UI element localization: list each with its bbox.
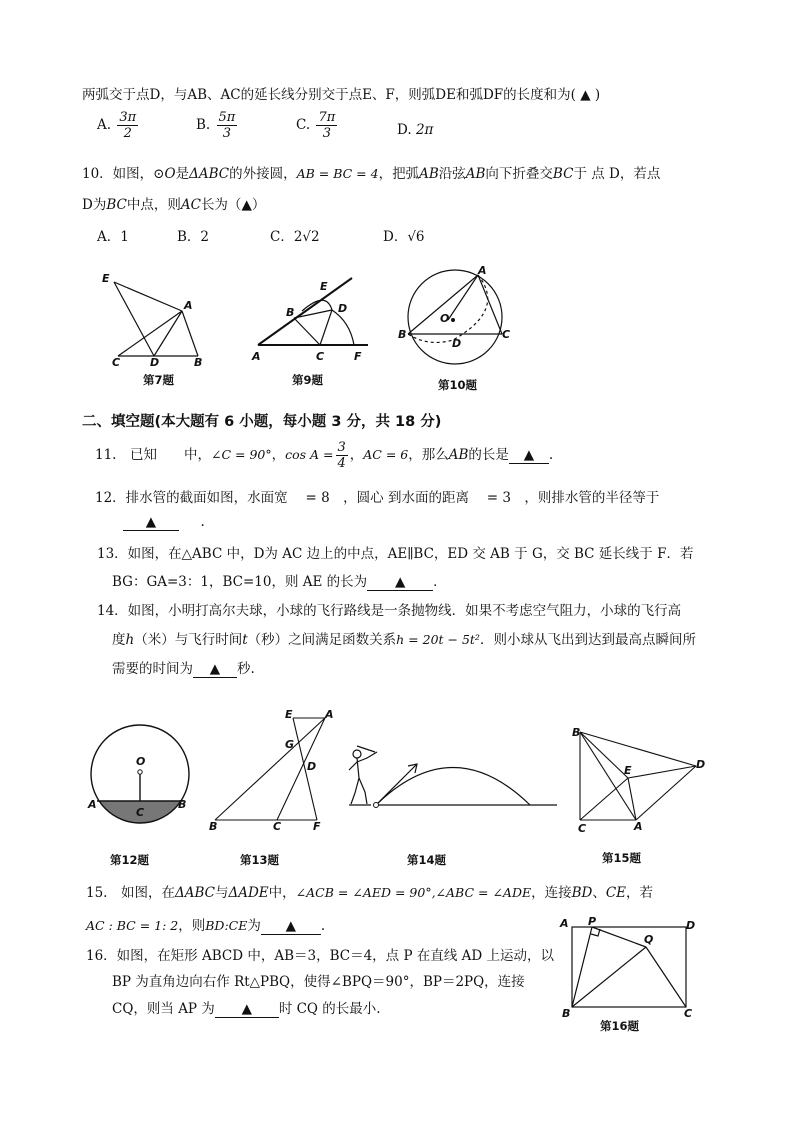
label-d: D bbox=[150, 356, 160, 369]
caption-13: 第13题 bbox=[240, 853, 280, 867]
answer-marker: ▲ bbox=[215, 1001, 279, 1018]
answer-marker: ▲ bbox=[509, 447, 549, 464]
label-e: E bbox=[624, 764, 632, 777]
q14-line2: 度h（米）与飞行时间t（秒）之间满足函数关系h = 20t − 5t²．则小球从飞出到达到最高点瞬间所 bbox=[112, 632, 696, 648]
label-c: C bbox=[112, 356, 121, 369]
caption-9: 第9题 bbox=[292, 373, 324, 387]
figure-16 bbox=[560, 917, 700, 1022]
label-g: G bbox=[285, 738, 295, 751]
label-a: A bbox=[252, 350, 261, 363]
label-b: B bbox=[398, 328, 407, 341]
q13-line2: BG：GA=3：1，BC=10，则 AE 的长为 ▲ ． bbox=[112, 574, 447, 590]
label-d: D bbox=[452, 337, 462, 350]
label-b: B bbox=[562, 1007, 571, 1020]
label-b: B bbox=[194, 356, 203, 369]
caption-15: 第15题 bbox=[602, 851, 642, 865]
label-c: C bbox=[273, 820, 282, 833]
q10-option-d: D．√6 bbox=[383, 229, 425, 245]
answer-marker: ▲ bbox=[367, 574, 433, 591]
label-a: A bbox=[88, 798, 97, 811]
figure-7 bbox=[100, 270, 220, 370]
q16-line3: CQ，则当 AP 为 ▲ 时 CQ 的长最小. bbox=[112, 1001, 381, 1017]
label-b: B bbox=[286, 306, 295, 319]
q10-line2: D为BC中点，则AC长为（▲） bbox=[82, 197, 266, 213]
label-q: Q bbox=[644, 933, 654, 946]
q11-line: 11. 已知 中，∠C = 90°，cos A = $\frac{3}{4}$ ，AC = 6，那么AB的长是 ▲ . bbox=[95, 440, 554, 471]
q9-option-c: C. $\frac{7\pi}{3}$ bbox=[296, 110, 336, 141]
q9-option-a: A. $\frac{3\pi}{2}$ bbox=[97, 110, 137, 141]
figure-14 bbox=[345, 728, 560, 818]
answer-marker: ▲ bbox=[241, 197, 252, 213]
q12-line1: 12．排水管的截面如图，水面宽 = 8 ，圆心 到水面的距离 = 3 ，则排水管的半径等于 bbox=[95, 490, 660, 506]
answer-marker: ▲ bbox=[261, 918, 321, 935]
label-a: A bbox=[325, 708, 334, 721]
label-d: D bbox=[338, 302, 348, 315]
label-o: O bbox=[440, 312, 450, 325]
q14-line1: 14．如图，小明打高尔夫球，小球的飞行路线是一条抛物线．如果不考虑空气阻力，小球的飞行高 bbox=[97, 603, 682, 619]
q16-line1: 16．如图，在矩形 ABCD 中，AB＝3，BC＝4，点 P 在直线 AD 上运动，以 bbox=[86, 948, 555, 964]
figure-15 bbox=[568, 722, 708, 837]
label-a: A bbox=[478, 264, 487, 277]
label-a: A bbox=[560, 917, 569, 930]
caption-14: 第14题 bbox=[407, 853, 447, 867]
q15-line1: 15. 如图，在ΔABC与ΔADE中，∠ACB = ∠AED = 90°,∠ABC = ∠ADE，连接BD、CE，若 bbox=[86, 885, 654, 901]
caption-12: 第12题 bbox=[110, 853, 150, 867]
section-2-heading: 二、填空题(本大题有 6 小题，每小题 3 分，共 18 分) bbox=[82, 414, 442, 430]
label-b: B bbox=[572, 726, 581, 739]
label-e: E bbox=[285, 708, 293, 721]
answer-marker: ▲ bbox=[123, 514, 179, 531]
answer-marker: ▲ bbox=[580, 87, 591, 103]
q9-option-b: B. $\frac{5\pi}{3}$ bbox=[196, 110, 236, 141]
answer-marker: ▲ bbox=[193, 661, 237, 678]
q10-line1: 10．如图，⊙O是ΔABC的外接圆，AB = BC = 4，把弧AB沿弦AB向下折叠交BC于 点 D，若点 bbox=[82, 166, 661, 182]
label-e: E bbox=[320, 280, 328, 293]
label-d: D bbox=[696, 758, 706, 771]
label-a: A bbox=[184, 299, 193, 312]
figure-10 bbox=[398, 262, 520, 374]
q10-option-a: A．1 bbox=[97, 229, 129, 245]
label-c: C bbox=[578, 822, 587, 835]
caption-16: 第16题 bbox=[600, 1019, 640, 1033]
q9-option-d: D. 2π bbox=[397, 122, 434, 138]
figure-13 bbox=[205, 708, 345, 833]
caption-10: 第10题 bbox=[438, 378, 478, 392]
label-o: O bbox=[136, 755, 146, 768]
caption-7: 第7题 bbox=[143, 373, 175, 387]
label-d: D bbox=[307, 760, 317, 773]
q16-line2: BP 为直角边向右作 Rt△PBQ，使得∠BPQ＝90°，BP＝2PQ，连接 bbox=[112, 974, 525, 990]
label-c: C bbox=[136, 806, 145, 819]
label-f: F bbox=[313, 820, 321, 833]
label-c: C bbox=[684, 1007, 693, 1020]
figure-12 bbox=[88, 720, 198, 830]
label-b: B bbox=[178, 798, 187, 811]
q13-line1: 13．如图，在△ABC 中，D为 AC 边上的中点，AE∥BC，ED 交 AB 于 G，交 BC 延长线于 F．若 bbox=[97, 546, 694, 562]
figure-9 bbox=[250, 270, 370, 365]
label-c: C bbox=[316, 350, 325, 363]
q15-line2: AC : BC = 1: 2，则BD:CE为 ▲ . bbox=[86, 918, 326, 934]
label-b: B bbox=[209, 820, 218, 833]
label-c: C bbox=[502, 328, 511, 341]
q14-line3: 需要的时间为 ▲ 秒. bbox=[112, 661, 255, 677]
label-d: D bbox=[686, 919, 696, 932]
q10-option-b: B．2 bbox=[177, 229, 210, 245]
label-p: P bbox=[588, 915, 597, 928]
q12-line2: ▲ . bbox=[123, 514, 205, 531]
q9-line: 两弧交于点D，与AB、AC的延长线分别交于点E、F，则弧DE和弧DF的长度和为( ▲ ) bbox=[82, 87, 601, 103]
label-e: E bbox=[102, 272, 110, 285]
q10-option-c: C．2√2 bbox=[270, 229, 320, 245]
label-a: A bbox=[634, 820, 643, 833]
label-f: F bbox=[354, 350, 362, 363]
